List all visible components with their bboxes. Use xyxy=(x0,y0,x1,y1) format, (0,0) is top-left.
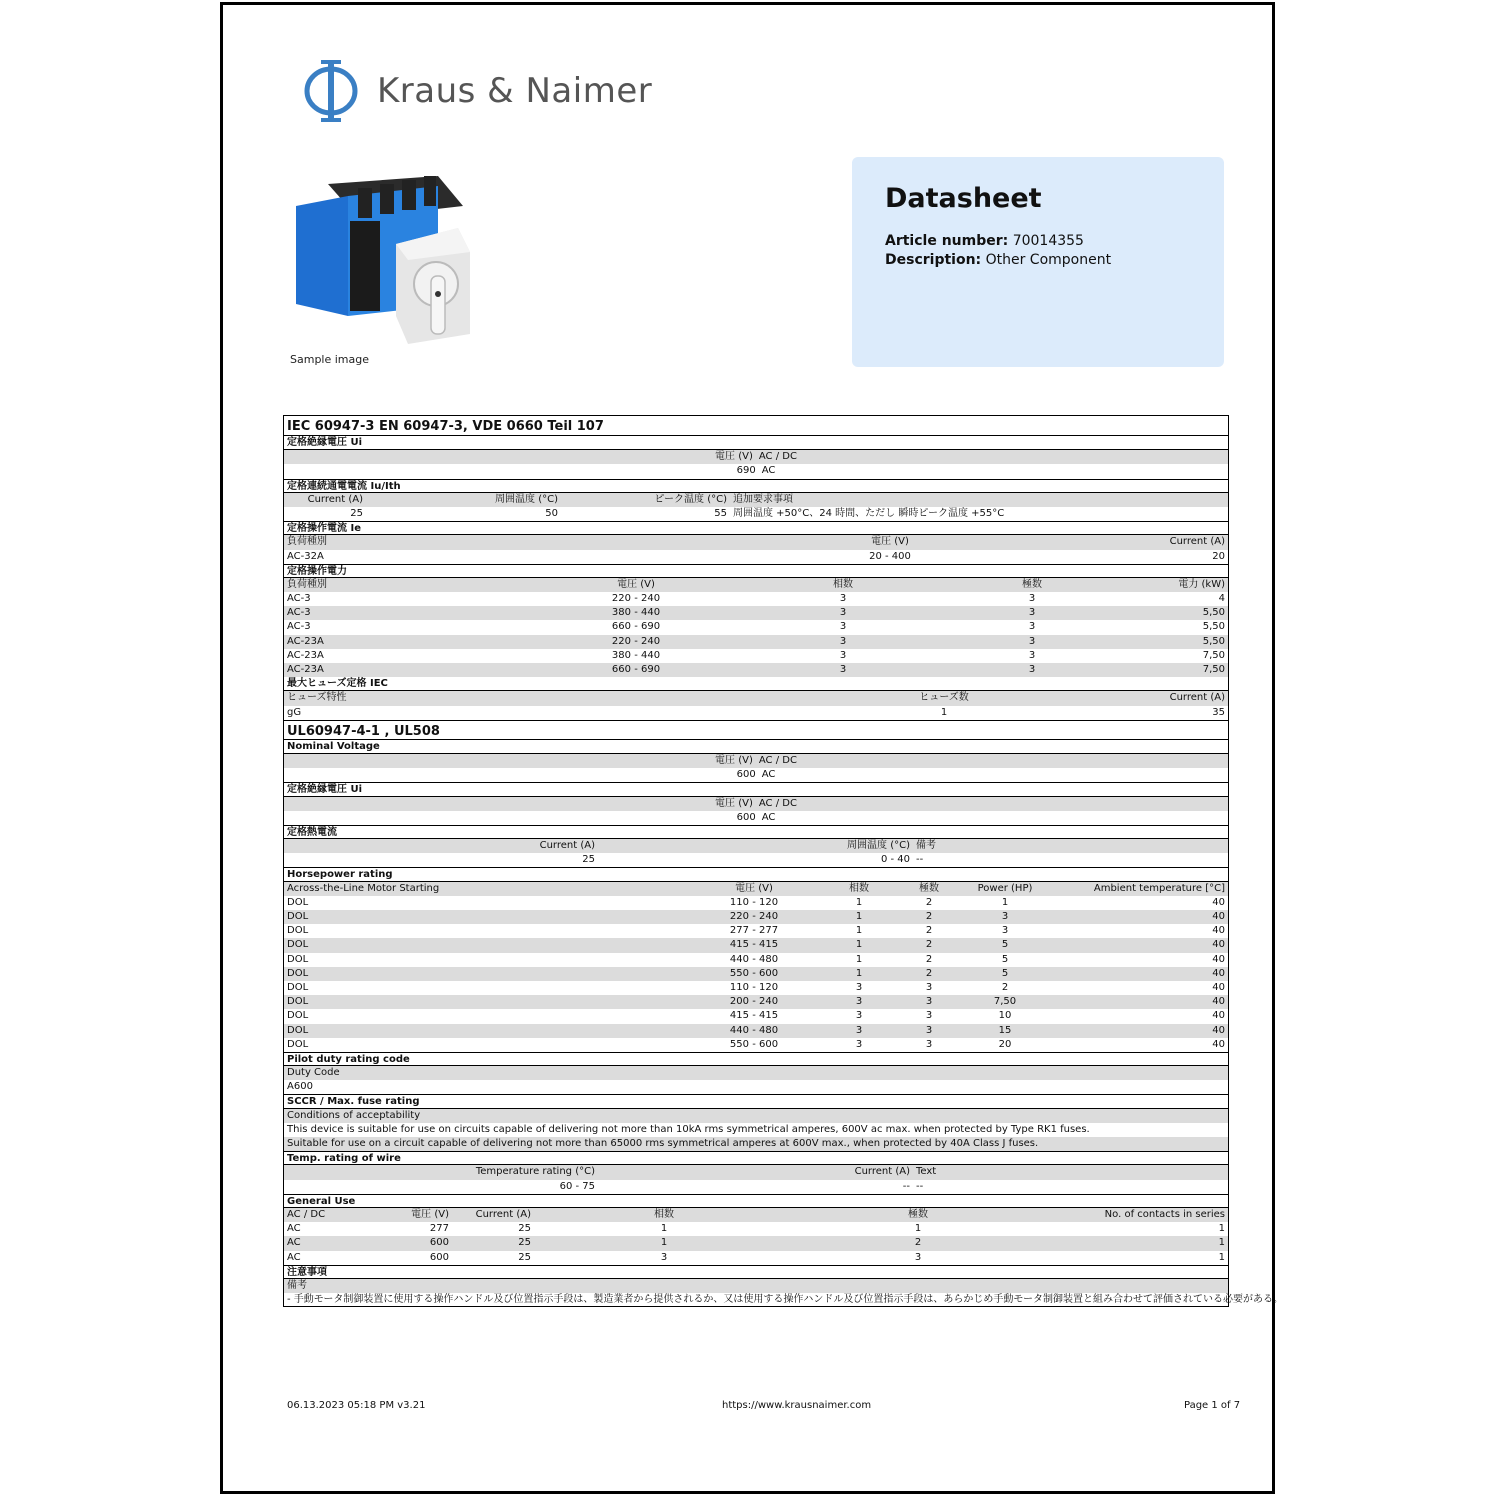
brand-logo xyxy=(303,58,652,124)
ul-ui-values: 600 AC xyxy=(736,811,776,823)
article-number-row: Article number: 70014355 xyxy=(885,233,1084,249)
ul-sccr-line2: Suitable for use on a circuit capable of delivering not more than 65000 rms symmetrical amperes at 600V max., when protected by 40A Class J fuses. xyxy=(284,1137,1228,1151)
ul-sccr-header: Conditions of acceptability xyxy=(284,1109,1228,1123)
iec-ui-header: 電圧 (V) AC / DC xyxy=(284,450,1228,464)
ul-sccr-title: SCCR / Max. fuse rating xyxy=(284,1094,1228,1108)
ul-hp-rows xyxy=(284,896,1228,1052)
table-row: DOL 415 - 415 3 3 10 40 xyxy=(287,1010,1225,1022)
ul-sccr-line1: This device is suitable for use on circuits capable of delivering not more than 10kA rms symmetrical amperes, 600V ac max. when protected by Type RK1 fuses. xyxy=(287,1123,1090,1135)
table-row: DOL 110 - 120 3 3 2 40 xyxy=(287,981,1225,993)
iec-ie-header: 負荷種別 電圧 (V) Current (A) xyxy=(284,535,1228,549)
footer-page-number: Page 1 of 7 xyxy=(1184,1400,1241,1411)
datasheet-title: Datasheet xyxy=(885,183,1042,214)
ul-wire-title: Temp. rating of wire xyxy=(284,1151,1228,1165)
general-poles-header: 極数 xyxy=(908,1208,928,1220)
table-row: AC-23A 660 - 690 3 3 7,50 xyxy=(284,663,1228,677)
table-row: DOL 440 - 480 1 2 5 40 xyxy=(287,953,1225,965)
ul-wire-values: 60 - 75 -- -- xyxy=(559,1180,924,1192)
datasheet-info-box xyxy=(852,157,1224,367)
ul-hp-header: Across-the-Line Motor Starting 電圧 (V) 相数 極数 Power (HP) Ambient temperature [°C] xyxy=(284,882,1228,896)
ul-notes-line1: - 手動モータ制御装置に使用する操作ハンドル及び位置指示手段は、製造業者から提供されるか、又は使用する操作ハンドル及び位置指示手段は、あらかじめ手動モータ制御装置と組み合わせて評価されている必要がある。 xyxy=(284,1293,1228,1307)
section-ul-title: UL60947-4-1 , UL508 xyxy=(284,720,1228,740)
specifications-table xyxy=(283,415,1283,1307)
general-poles-cell: 2 xyxy=(914,1237,922,1249)
table-row: AC 600 25 3 3 1 xyxy=(284,1251,1228,1265)
table-row: DOL 277 - 277 1 2 3 40 xyxy=(287,925,1225,937)
footer-url[interactable]: https://www.krausnaimer.com xyxy=(722,1400,872,1411)
ul-pilot-header: Duty Code xyxy=(284,1066,1228,1080)
brand-name: Kraus & Naimer xyxy=(377,71,653,111)
iec-ie-title: 定格操作電流 Ie xyxy=(284,521,1228,535)
table-row: AC-23A 220 - 240 3 3 5,50 xyxy=(284,635,1228,649)
ul-pilot-title: Pilot duty rating code xyxy=(284,1052,1228,1066)
phi-logo-icon xyxy=(303,58,359,124)
sample-image-caption: Sample image xyxy=(290,353,370,366)
ul-pilot-value: A600 xyxy=(287,1081,313,1093)
table-row: AC-3 380 - 440 3 3 5,50 xyxy=(284,606,1228,620)
ul-general-rows xyxy=(284,1222,1228,1265)
table-row: DOL 220 - 240 1 2 3 40 xyxy=(284,910,1228,924)
description-row: Description: Other Component xyxy=(885,252,1112,268)
table-row: DOL 550 - 600 3 3 20 40 xyxy=(287,1038,1225,1050)
ul-hp-title: Horsepower rating xyxy=(284,867,1228,881)
table-row: DOL 110 - 120 1 2 1 40 xyxy=(287,896,1225,908)
ul-notes-header: 備考 xyxy=(284,1279,1228,1293)
table-row: AC-23A 380 - 440 3 3 7,50 xyxy=(287,649,1225,661)
ul-notes-title: 注意事項 xyxy=(284,1265,1228,1279)
table-row: DOL 440 - 480 3 3 15 40 xyxy=(284,1024,1228,1038)
ul-thermal-header: Current (A) 周囲温度 (°C) 備考 xyxy=(284,839,1228,853)
iec-ith-title: 定格連続通電電流 Iu/Ith xyxy=(284,479,1228,493)
ul-nominal-title: Nominal Voltage xyxy=(284,740,1228,754)
ul-nominal-values: 600 AC xyxy=(736,769,776,781)
ul-thermal-title: 定格熱電流 xyxy=(284,825,1228,839)
iec-fuse-header: ヒューズ特性 ヒューズ数 Current (A) xyxy=(284,691,1228,705)
table-row: AC-3 220 - 240 3 3 4 xyxy=(287,593,1225,605)
table-row: DOL 415 - 415 1 2 5 40 xyxy=(284,938,1228,952)
section-iec-title: IEC 60947-3 EN 60947-3, VDE 0660 Teil 107 xyxy=(284,416,1228,436)
iec-ith-values: 25 50 55 周囲温度 +50°C、24 時間、ただし 瞬時ピーク温度 +55°C xyxy=(350,507,1005,519)
iec-ui-title: 定格絶縁電圧 Ui xyxy=(284,436,1228,450)
table-row: AC-3 660 - 690 3 3 5,50 xyxy=(287,621,1225,633)
table-row: DOL 550 - 600 1 2 5 40 xyxy=(284,967,1228,981)
table-row: AC 600 25 1 2 1 xyxy=(284,1236,1228,1250)
ul-general-header: AC / DC 電圧 (V) Current (A) 相数 極数 No. of contacts in series xyxy=(284,1208,1228,1222)
ul-ui-title: 定格絶縁電圧 Ui xyxy=(284,782,1228,796)
ul-ui-header: 電圧 (V) AC / DC xyxy=(284,797,1228,811)
iec-fuse-values: gG 1 35 xyxy=(287,706,1225,718)
ul-thermal-values: 25 0 - 40 -- xyxy=(582,854,924,866)
product-image xyxy=(288,166,478,346)
iec-power-title: 定格操作電力 xyxy=(284,564,1228,578)
iec-fuse-title: 最大ヒューズ定格 IEC xyxy=(284,677,1228,691)
table-row: AC 277 25 1 1 1 xyxy=(284,1222,1228,1236)
ul-general-title: General Use xyxy=(284,1194,1228,1208)
table-row: DOL 200 - 240 3 3 7,50 40 xyxy=(284,995,1228,1009)
iec-power-header: 負荷種別 電圧 (V) 相数 極数 電力 (kW) xyxy=(284,578,1228,592)
ul-wire-header: Temperature rating (°C) Current (A) Text xyxy=(284,1165,1228,1179)
iec-ith-header: Current (A) 周囲温度 (°C) ピーク温度 (°C) 追加要求事項 xyxy=(284,493,1228,507)
general-poles-cell: 1 xyxy=(914,1223,922,1235)
footer-timestamp: 06.13.2023 05:18 PM v3.21 xyxy=(287,1400,426,1411)
general-poles-cell: 3 xyxy=(914,1251,922,1263)
iec-ie-values: AC-32A 20 - 400 20 xyxy=(287,550,1225,562)
iec-power-rows xyxy=(284,592,1228,677)
iec-ui-values: 690 AC xyxy=(736,465,776,477)
ul-nominal-header: 電圧 (V) AC / DC xyxy=(284,754,1228,768)
